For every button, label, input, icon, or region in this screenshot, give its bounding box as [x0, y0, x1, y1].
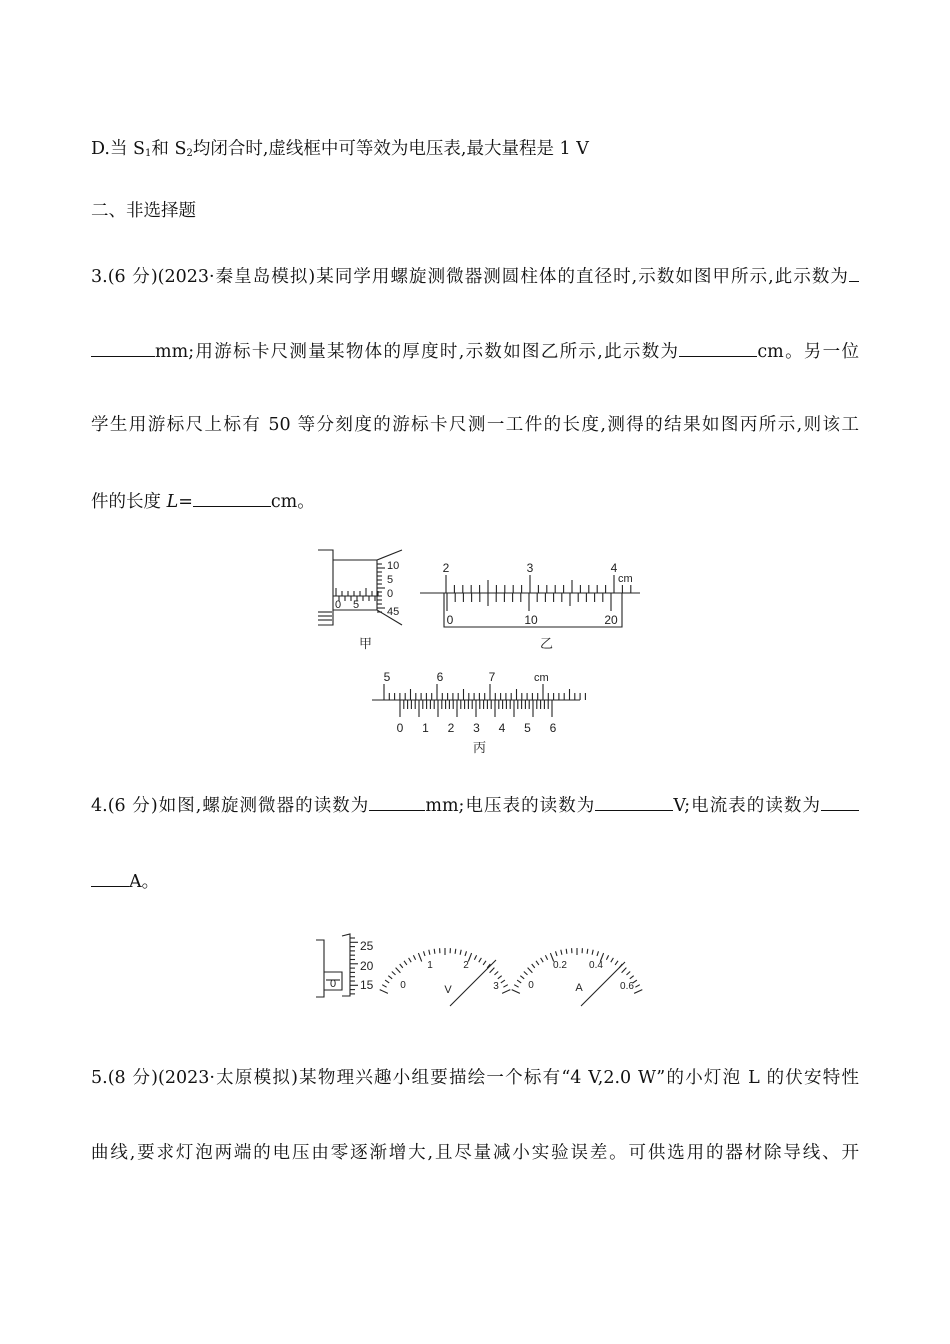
text: cm。 — [270, 492, 315, 512]
scale-label: 0 — [396, 721, 404, 735]
scale-tick — [429, 950, 430, 955]
scale-label: 3 — [526, 561, 534, 575]
scale-tick — [418, 953, 421, 961]
text: 曲线,要求灯泡两端的电压由零逐渐增大,且尽量减小实验误差。可供选用的器材除导线、开 — [91, 1143, 859, 1163]
figure-q4 — [0, 930, 950, 1015]
scale-tick — [501, 980, 505, 983]
text: 件的长度 — [91, 492, 167, 512]
scale-tick — [635, 985, 639, 988]
scale-tick — [413, 955, 415, 960]
text: A。 — [129, 872, 160, 892]
text: mm;用游标卡尺测量某物体的厚度时,示数如图乙所示,此示数为 — [155, 342, 680, 362]
scale-label: 0 — [400, 980, 406, 991]
blank-q4-3a[interactable] — [821, 792, 859, 811]
scale-tick — [490, 968, 495, 973]
q3-line-3 — [91, 413, 859, 437]
scale-label: 0 — [528, 980, 534, 991]
scale-tick — [541, 958, 544, 962]
subscript: 1 — [145, 148, 152, 159]
scale-label: 3 — [493, 981, 499, 992]
caliper-bing — [372, 684, 585, 717]
blank-q3-1b[interactable] — [91, 338, 155, 357]
scale-label: 1 — [427, 960, 433, 971]
blank-q3-2[interactable] — [679, 338, 757, 357]
caption-yi: 乙 — [540, 636, 554, 651]
subscript: 2 — [186, 148, 193, 159]
text: 4.(6 分)如图,螺旋测微器的读数为 — [91, 796, 370, 816]
scale-label: 10 — [524, 613, 538, 627]
q3-line-1 — [91, 263, 859, 289]
scale-tick — [479, 958, 482, 962]
scale-tick — [483, 961, 486, 965]
scale-tick — [622, 968, 627, 973]
unit-label: cm — [534, 672, 549, 684]
scale-tick — [468, 953, 471, 961]
q5-line-2 — [91, 1141, 859, 1165]
scale-tick — [474, 955, 476, 960]
scale-tick — [465, 951, 467, 956]
scale-tick — [592, 950, 593, 955]
scale-tick — [528, 968, 533, 973]
option-d — [91, 137, 859, 166]
scale-label: 20 — [360, 959, 374, 973]
text: 5.(8 分)(2023·太原模拟)某物理兴趣小组要描绘一个标有“4 V,2.0 W”的小灯泡 L 的伏安特性 — [91, 1068, 859, 1088]
text: D.当 S — [91, 139, 146, 159]
unit-label: cm — [618, 573, 633, 585]
scale-label: 25 — [360, 939, 374, 953]
meter-symbol: A — [575, 982, 583, 994]
text: 二、非选择题 — [91, 201, 196, 221]
scale-tick — [498, 976, 502, 979]
scale-tick — [634, 990, 642, 994]
scale-tick — [545, 955, 547, 960]
scale-label: 2 — [463, 960, 469, 971]
text: = — [178, 492, 193, 512]
scale-tick — [388, 976, 392, 979]
figure-q3 — [0, 540, 950, 760]
text: 均闭合时,虚线框中可等效为电压表,最大量程是 1 V — [192, 139, 589, 159]
scale-label: 15 — [360, 978, 374, 992]
scale-label: 0.6 — [620, 981, 634, 992]
scale-tick — [396, 968, 401, 973]
scale-label: 0.2 — [553, 960, 567, 971]
scale-tick — [380, 990, 388, 994]
scale-label: 5 — [387, 574, 394, 586]
scale-tick — [520, 976, 524, 979]
scale-label: 5 — [352, 599, 360, 611]
scale-tick — [502, 990, 510, 994]
scale-tick — [517, 980, 521, 983]
q3-line-2 — [91, 338, 859, 364]
scale-label: 4 — [498, 721, 506, 735]
text: V;电流表的读数为 — [673, 796, 821, 816]
scale-tick — [630, 976, 634, 979]
scale-tick — [524, 972, 528, 975]
blank-q4-2[interactable] — [595, 792, 673, 811]
voltmeter — [380, 948, 511, 1006]
scale-tick — [400, 964, 403, 968]
scale-tick — [556, 951, 558, 956]
scale-label: 20 — [604, 613, 618, 627]
scale-tick — [597, 951, 599, 956]
scale-tick — [536, 961, 539, 965]
scale-label: 10 — [387, 560, 400, 572]
scale-label: 2 — [447, 721, 455, 735]
scale-tick — [404, 961, 407, 965]
scale-label: 6 — [549, 721, 557, 735]
scale-tick — [606, 955, 608, 960]
scale-label: 6 — [436, 670, 444, 684]
section-title — [91, 199, 859, 223]
blank-q3-3[interactable] — [193, 488, 271, 507]
scale-tick — [392, 972, 396, 975]
scale-tick — [495, 972, 499, 975]
scale-label: 0.4 — [589, 960, 603, 971]
q4-line-1 — [91, 792, 859, 818]
micrometer-q4 — [316, 934, 358, 997]
q4-line-2 — [91, 868, 859, 894]
scale-tick — [532, 964, 535, 968]
scale-tick — [503, 985, 507, 988]
scale-tick — [566, 949, 567, 954]
scale-tick — [587, 949, 588, 954]
scale-label: 2 — [442, 561, 450, 575]
scale-label: 0 — [446, 613, 454, 627]
caption-bing: 丙 — [473, 740, 487, 755]
scale-tick — [460, 950, 461, 955]
scale-tick — [514, 985, 518, 988]
text: cm。另一位 — [757, 342, 859, 362]
text: 3.(6 分)(2023·秦皇岛模拟)某同学用螺旋测微器测圆柱体的直径时,示数如图甲所示,此示数为 — [91, 267, 849, 287]
scale-label: 0 — [387, 588, 394, 600]
scale-label: 1 — [422, 721, 429, 735]
scale-label: 45 — [387, 606, 400, 618]
text: 和 S — [151, 139, 187, 159]
scale-label: 5 — [383, 670, 391, 684]
scale-tick — [455, 949, 456, 954]
scale-tick — [434, 949, 435, 954]
scale-tick — [385, 980, 389, 983]
blank-q4-3b[interactable] — [91, 868, 129, 887]
blank-q3-1a[interactable] — [849, 263, 859, 282]
ammeter — [512, 948, 643, 1006]
scale-label: 3 — [473, 721, 480, 735]
scale-tick — [611, 958, 614, 962]
scale-tick — [561, 950, 562, 955]
scale-tick — [615, 961, 618, 965]
scale-tick — [424, 951, 426, 956]
scale-label: 4 — [610, 561, 618, 575]
variable: L — [166, 492, 179, 512]
scale-tick — [512, 990, 520, 994]
caption-jia: 甲 — [359, 636, 373, 651]
scale-label: 0 — [334, 599, 342, 611]
scale-tick — [409, 958, 412, 962]
blank-q4-1[interactable] — [369, 792, 425, 811]
scale-label: 5 — [524, 721, 531, 735]
q5-line-1 — [91, 1066, 859, 1090]
text: mm;电压表的读数为 — [425, 796, 596, 816]
scale-tick — [382, 985, 386, 988]
scale-label: 0 — [329, 978, 337, 990]
meter-symbol: V — [444, 984, 452, 996]
q3-line-4 — [91, 488, 859, 514]
text: 学生用游标尺上标有 50 等分刻度的游标卡尺测一工件的长度,测得的结果如图丙所示,则该工 — [91, 415, 859, 435]
scale-label: 7 — [488, 670, 496, 684]
scale-tick — [627, 972, 631, 975]
